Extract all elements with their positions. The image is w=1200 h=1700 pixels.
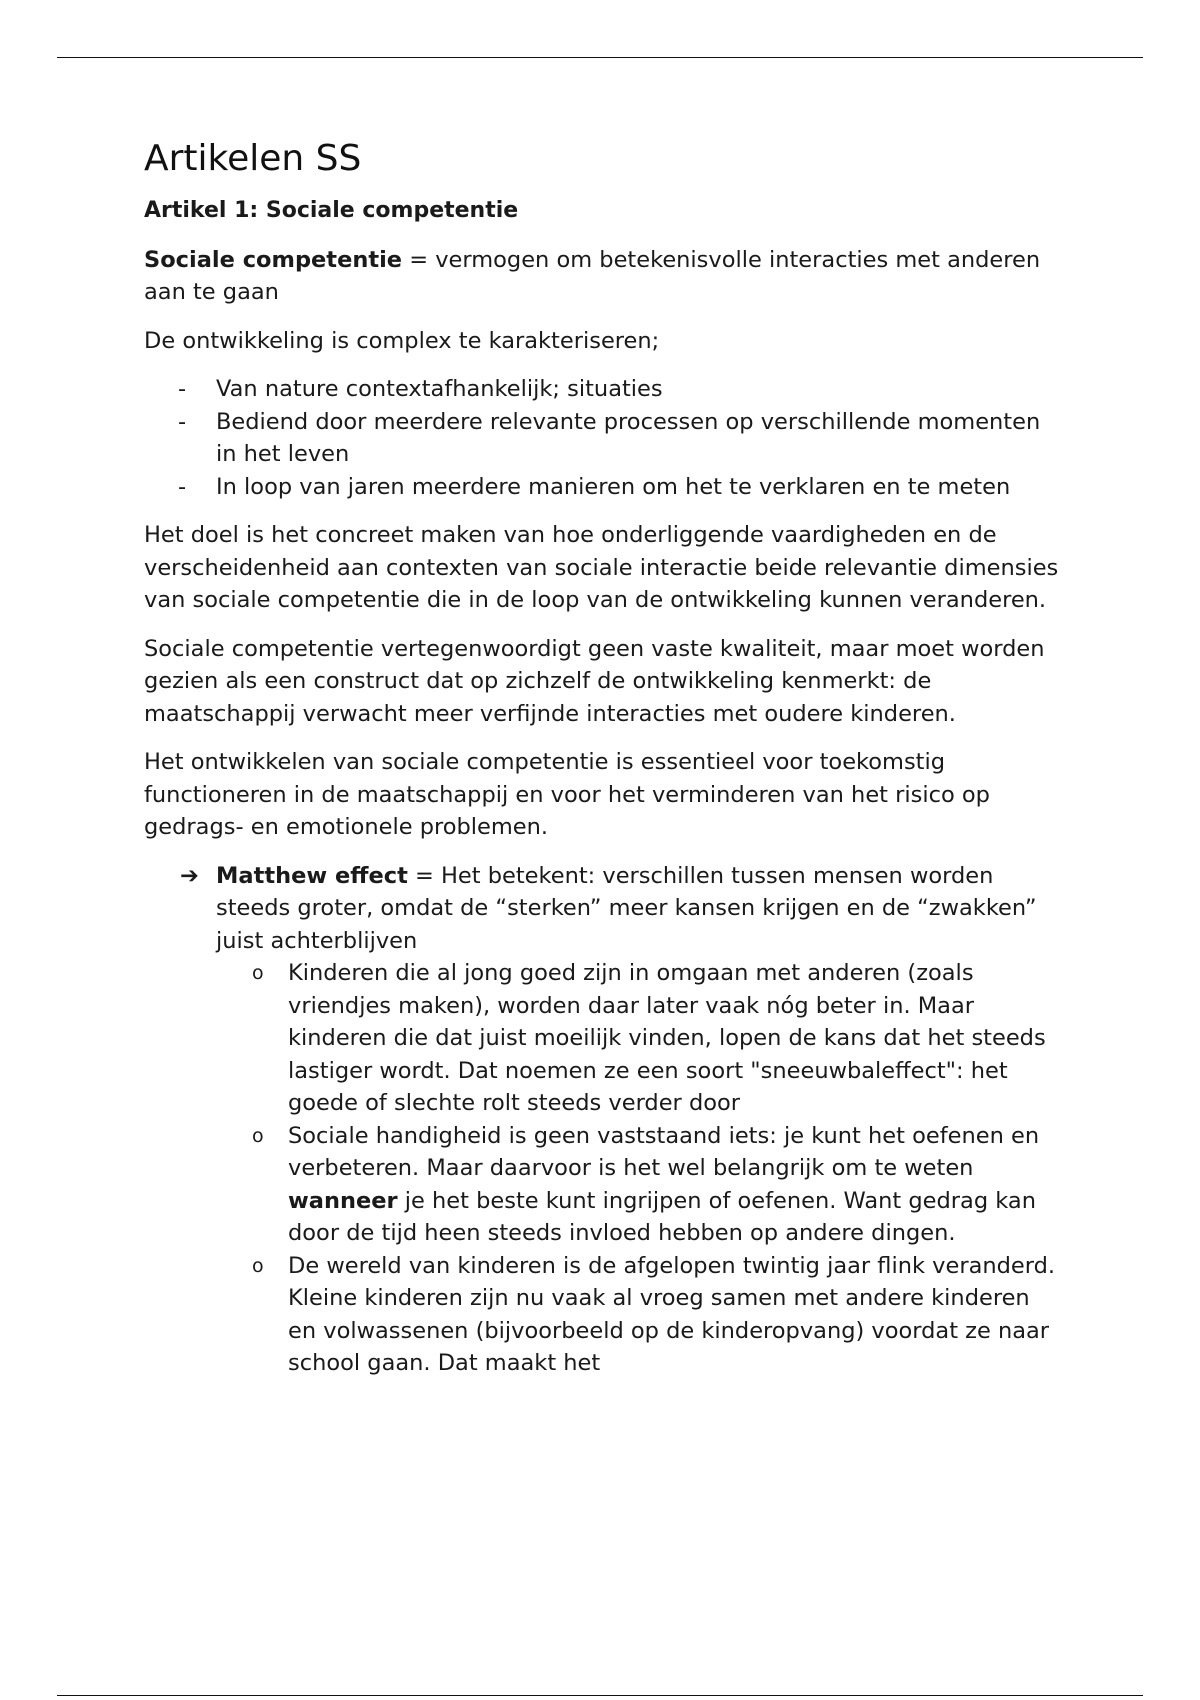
header-rule xyxy=(57,57,1143,58)
document-title: Artikelen SS xyxy=(144,138,362,179)
footer-rule xyxy=(57,1695,1143,1696)
circle-bullet-icon: o xyxy=(252,962,264,985)
list-item xyxy=(144,406,1064,471)
circle-bullet-icon: o xyxy=(252,1124,264,1147)
sub-list-item xyxy=(216,957,1064,1120)
body-paragraph: Het ontwikkelen van sociale competentie is essentieel voor toekomstig functioneren in de maatschappij en voor het verminderen van het risico op gedrags- en emotionele problemen. xyxy=(144,749,990,841)
list-item xyxy=(144,471,1064,504)
dash-marker: - xyxy=(178,473,187,500)
sub-item-text: De wereld van kinderen is de afgelopen twintig jaar flink veranderd. Kleine kinderen zijn nu vaak al vroeg samen met andere kinderen en volwassenen (bijvoorbeeld op de kinderopvang) voordat ze naar school gaan. Dat maakt het xyxy=(288,1252,1056,1377)
list-item xyxy=(144,373,1064,406)
list-item-text: Van nature contextafhankelijk; situaties xyxy=(216,376,663,403)
body-paragraph: Sociale competentie vertegenwoordigt geen vaste kwaliteit, maar moet worden gezien als een construct dat op zichzelf de ontwikkeling kenmerkt: de maatschappij verwacht meer verfijnde interacties met oudere kinderen. xyxy=(144,635,1045,727)
dash-list xyxy=(144,373,1064,503)
list-item-text: Bediend door meerdere relevante processen op verschillende momenten in het leven xyxy=(216,408,1041,468)
dash-marker: - xyxy=(178,376,187,403)
matthew-effect-item xyxy=(144,860,1064,1380)
emphasis-word: wanneer xyxy=(288,1187,398,1214)
arrow-icon: ➔ xyxy=(180,862,199,889)
sub-item-text: Kinderen die al jong goed zijn in omgaan met anderen (zoals vriendjes maken), worden daar later vaak nóg beter in. Maar kinderen die dat juist moeilijk vinden, lopen de kans dat het steeds lastiger wordt. Dat noemen ze een soort "sneeuwbaleffect": het goede of slechte rolt steeds verder door xyxy=(288,960,1046,1117)
definition-text: = vermogen om betekenisvolle interacties met anderen aan te gaan xyxy=(144,246,1041,306)
definition-paragraph xyxy=(144,244,1064,309)
matthew-term: Matthew effect xyxy=(216,862,408,889)
intro-paragraph: De ontwikkeling is complex te karakteriseren; xyxy=(144,327,660,354)
sub-list-item xyxy=(216,1120,1064,1250)
document-page xyxy=(144,138,1064,1380)
list-item-text: In loop van jaren meerdere manieren om het te verklaren en te meten xyxy=(216,473,1011,500)
body-paragraph: Het doel is het concreet maken van hoe onderliggende vaardigheden en de verscheidenheid aan contexten van sociale interactie beide relevantie dimensies van sociale competentie die in de loop van de ontwikkeling kunnen veranderen. xyxy=(144,522,1059,614)
sub-item-text: je het beste kunt ingrijpen of oefenen. Want gedrag kan door de tijd heen steeds invloed hebben op andere dingen. xyxy=(288,1187,1036,1247)
definition-term: Sociale competentie xyxy=(144,246,403,273)
section-heading: Artikel 1: Sociale competentie xyxy=(144,198,519,224)
matthew-text: = Het betekent: verschillen tussen mensen worden steeds groter, omdat de “sterken” meer kansen krijgen en de “zwakken” juist achterblijven xyxy=(216,862,1037,954)
circle-bullet-icon: o xyxy=(252,1254,264,1277)
sub-item-text: Sociale handigheid is geen vaststaand iets: je kunt het oefenen en verbeteren. Maar daarvoor is het wel belangrijk om te weten xyxy=(288,1122,1040,1182)
arrow-list xyxy=(144,860,1064,1380)
dash-marker: - xyxy=(178,408,187,435)
sub-list-item xyxy=(216,1250,1064,1380)
sub-list xyxy=(216,957,1064,1380)
